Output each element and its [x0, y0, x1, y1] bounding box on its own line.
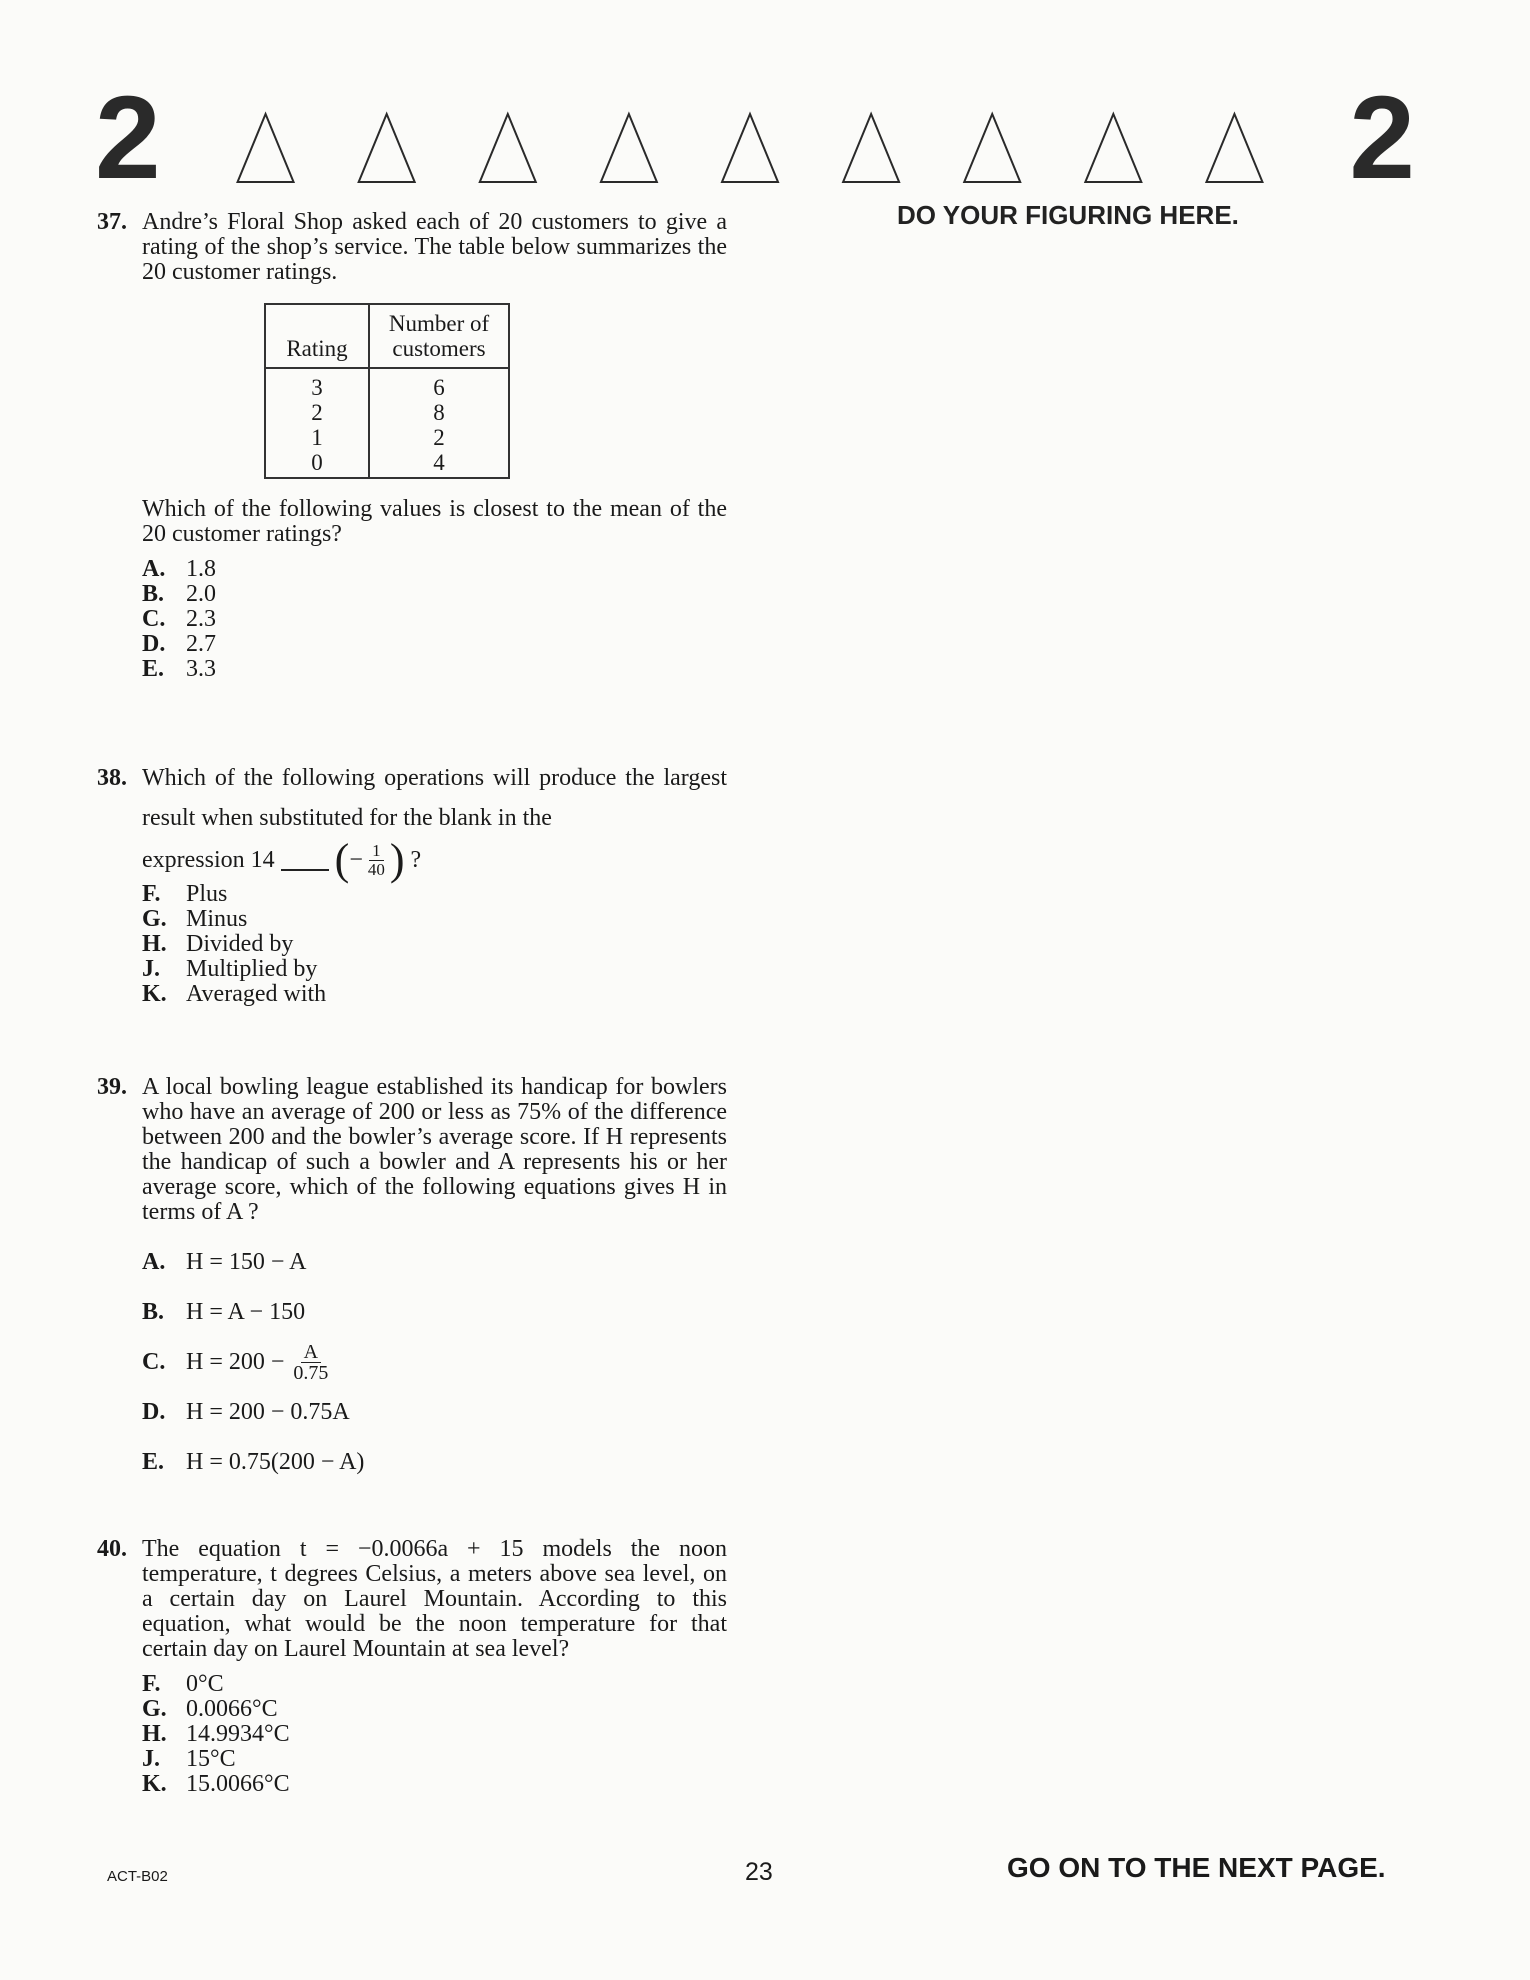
triangle-icon — [1085, 114, 1141, 182]
table-cell: 2 — [433, 425, 445, 450]
question-text: Which of the following operations will produce the largest result when substituted for the blank in the — [142, 765, 727, 831]
answer-choice[interactable]: H. 14.9934°C — [142, 1721, 290, 1747]
table-cell: 6 — [433, 375, 445, 400]
triangle-icon — [601, 114, 657, 182]
answer-choice[interactable]: F. Plus — [142, 881, 228, 907]
triangle-icon — [843, 114, 899, 182]
triangle-row — [205, 108, 1295, 188]
table-cell: 0 — [311, 450, 323, 475]
answer-choice[interactable]: K. 15.0066°C — [142, 1771, 290, 1797]
fraction: $\frac{1}{40}$ — [367, 840, 385, 879]
answer-choice[interactable]: A. 1.8 — [142, 556, 216, 582]
answer-choice[interactable]: A. H = 150 − A — [142, 1249, 307, 1275]
triangle-icon — [722, 114, 778, 182]
triangle-icon — [359, 114, 415, 182]
answer-choices — [142, 557, 727, 682]
table-cell: 8 — [433, 400, 445, 425]
table-cell: 4 — [433, 450, 445, 475]
answer-choice[interactable]: H. Divided by — [142, 931, 294, 957]
rating-column — [265, 368, 369, 478]
answer-choice[interactable]: E. H = 0.75(200 − A) — [142, 1449, 365, 1475]
question-number: 40. — [97, 1536, 127, 1562]
answer-choices — [142, 1672, 727, 1797]
table-header-customers: Number of customers — [369, 304, 509, 368]
triangle-icon — [964, 114, 1020, 182]
form-code: ACT-B02 — [107, 1868, 168, 1885]
answer-choice[interactable]: J. 15°C — [142, 1746, 236, 1772]
answer-choice[interactable]: F. 0°C — [142, 1671, 224, 1697]
answer-choices — [142, 882, 727, 1007]
answer-choice[interactable]: G. 0.0066°C — [142, 1696, 278, 1722]
ratings-table — [264, 303, 510, 479]
figuring-label: DO YOUR FIGURING HERE. — [897, 200, 1239, 230]
answer-choice[interactable]: B. H = A − 150 — [142, 1299, 306, 1325]
fraction: $\frac{A}{0.75}$ — [293, 1340, 329, 1384]
table-cell: 3 — [311, 375, 323, 400]
answer-choice[interactable]: D. 2.7 — [142, 631, 216, 657]
customers-column — [369, 368, 509, 478]
answer-choice[interactable]: E. 3.3 — [142, 656, 216, 682]
section-number-right: 2 — [1349, 72, 1415, 204]
next-page-instruction: GO ON TO THE NEXT PAGE. — [1007, 1852, 1386, 1883]
triangle-icon — [238, 114, 294, 182]
answer-choices — [142, 1237, 727, 1487]
question-40 — [97, 1537, 727, 1797]
question-text: The equation t = −0.0066a + 15 models the noon temperature, t degrees Celsius, a meters above sea level, on a certain day on Laurel Mountain. According to this equation, what would be the noon temperature for that certain day on Laurel Mountain at sea level? — [142, 1536, 727, 1662]
table-header-rating: Rating — [265, 304, 369, 368]
question-text: Andre’s Floral Shop asked each of 20 customers to give a rating of the shop’s service. The table below summarizes the 20 customer ratings. — [142, 209, 727, 285]
triangle-icons — [205, 108, 1295, 188]
question-number: 37. — [97, 209, 127, 235]
table-cell: 1 — [311, 425, 323, 450]
answer-choice[interactable]: G. Minus — [142, 906, 248, 932]
page-number: 23 — [745, 1858, 773, 1886]
answer-choice[interactable]: J. Multiplied by — [142, 956, 318, 982]
question-prompt: Which of the following values is closest to the mean of the 20 customer ratings? — [142, 496, 727, 547]
answer-choice[interactable]: C. 2.3 — [142, 606, 216, 632]
question-number: 39. — [97, 1074, 127, 1100]
question-37 — [97, 210, 727, 682]
section-number-left: 2 — [95, 72, 161, 204]
answer-choice[interactable]: C. H = 200 − $\frac{A}{0.75}$ — [142, 1337, 727, 1387]
expression: expression 14 ( − $\frac{1}{40}$ ) ? — [142, 835, 422, 884]
blank-line — [281, 849, 329, 871]
question-39 — [97, 1075, 727, 1487]
triangle-icon — [480, 114, 536, 182]
answer-choice[interactable]: B. 2.0 — [142, 581, 216, 607]
answer-choice[interactable]: D. H = 200 − 0.75A — [142, 1399, 350, 1425]
question-38 — [97, 758, 727, 1007]
table-cell: 2 — [311, 400, 323, 425]
answer-choice[interactable]: K. Averaged with — [142, 981, 327, 1007]
question-number: 38. — [97, 765, 127, 791]
section-header — [95, 72, 1415, 204]
triangle-icon — [1206, 114, 1262, 182]
question-text: A local bowling league established its handicap for bowlers who have an average of 200 or less as 75% of the difference between 200 and the bowler’s average score. If H represents the handicap of such a bowler and A represents his or her average score, which of the following equations gives H in terms of A ? — [142, 1074, 727, 1225]
